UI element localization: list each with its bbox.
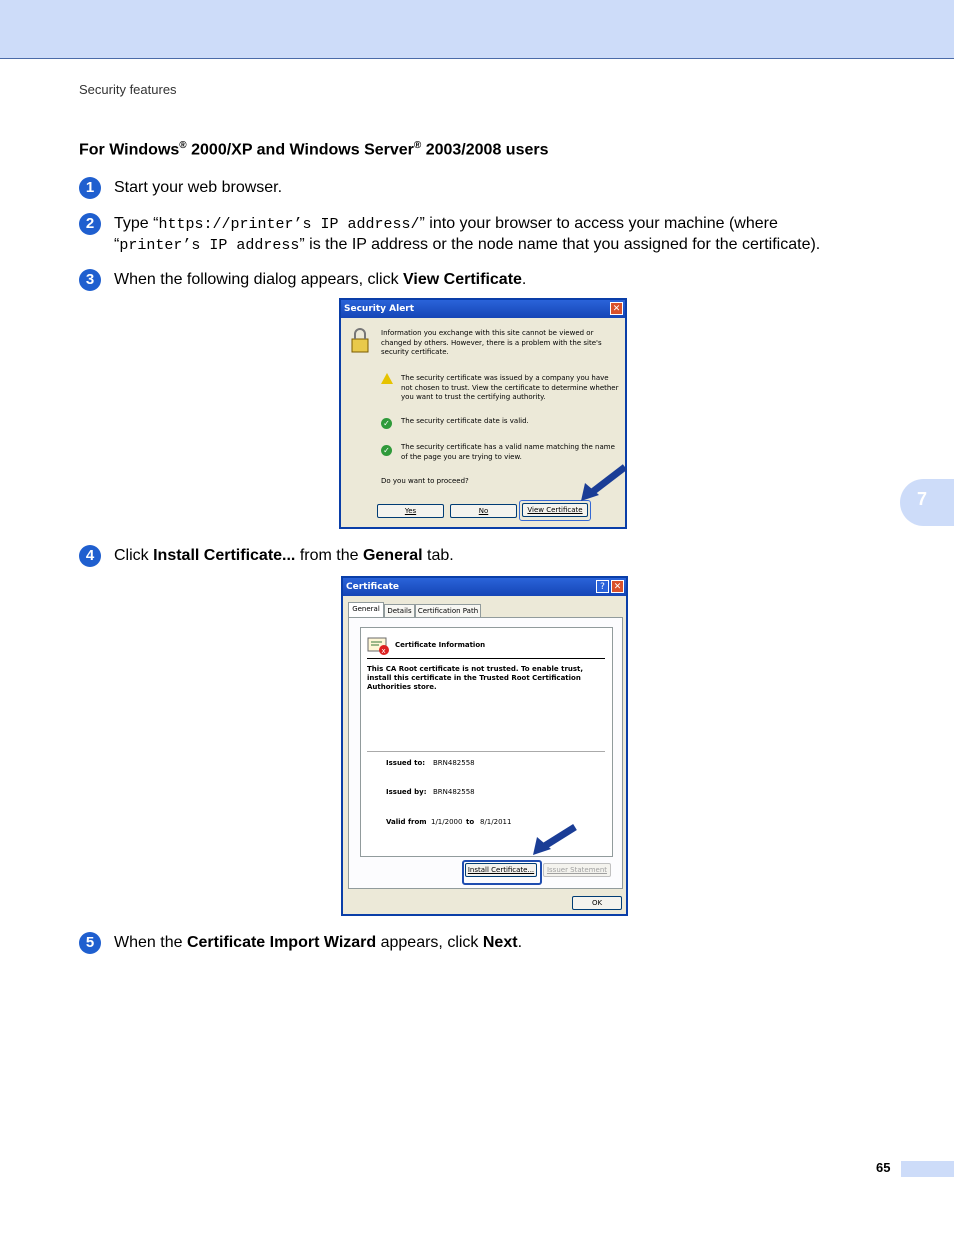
step-text: Start your web browser. xyxy=(114,179,283,196)
issued-by-label: Issued by: xyxy=(386,788,427,796)
info-title: Certificate Information xyxy=(395,641,486,649)
no-button[interactable]: No xyxy=(450,504,517,518)
chapter-number: 7 xyxy=(917,489,928,509)
certificate-dialog xyxy=(341,576,628,916)
close-icon[interactable]: ✕ xyxy=(611,580,624,593)
valid-to-label: to xyxy=(466,818,475,826)
running-head: Security features xyxy=(79,82,177,97)
step-text: When the following dialog appears, click View Certificate. xyxy=(114,271,527,288)
footer-band xyxy=(901,1161,954,1177)
alert-intro: Information you exchange with this site cannot be viewed or changed by others. However, there is a problem with the site's security certificate. xyxy=(381,329,602,356)
install-certificate-button[interactable]: Install Certificate... xyxy=(465,863,537,877)
dialog-title: Security Alert xyxy=(341,300,625,318)
general-panel xyxy=(348,617,623,889)
ok-button[interactable]: OK xyxy=(572,896,622,910)
step-text: Type “https://printer’s IP address/” into your browser to access your machine (where “printer’s IP address” is the IP address or the node name that you assigned for the certificate). xyxy=(114,215,821,254)
tab-general[interactable]: General xyxy=(348,602,384,618)
header-band xyxy=(0,0,954,59)
alert-question: Do you want to proceed? xyxy=(381,477,469,485)
lock-icon xyxy=(349,328,371,354)
issuer-statement-button[interactable]: Issuer Statement xyxy=(543,863,611,877)
dialog-title: Certificate xyxy=(343,578,626,596)
svg-text:x: x xyxy=(381,647,386,655)
warning-icon xyxy=(381,373,393,384)
valid-from-label: Valid from xyxy=(386,818,427,826)
step-text: Click Install Certificate... from the General tab. xyxy=(114,547,454,564)
security-alert-dialog xyxy=(339,298,627,529)
step-number: 5 xyxy=(79,932,101,954)
alert-item-1: The security certificate was issued by a company you have not chosen to trust. View the certificate to determine whether you want to trust the certifying authority. xyxy=(401,374,619,401)
valid-from-value: 1/1/2000 xyxy=(431,818,463,826)
arrow-icon xyxy=(531,823,579,857)
step-number: 4 xyxy=(79,545,101,567)
certificate-info-box xyxy=(360,627,613,857)
issued-to-label: Issued to: xyxy=(386,759,426,767)
view-certificate-button[interactable]: View Certificate xyxy=(522,503,588,517)
alert-item-3: The security certificate has a valid name matching the name of the page you are trying to view. xyxy=(401,443,615,461)
trust-warning: This CA Root certificate is not trusted. To enable trust, install this certificate in the Trusted Root Certification Authorities store. xyxy=(367,665,584,691)
step-number: 3 xyxy=(79,269,101,291)
step-number: 2 xyxy=(79,213,101,235)
section-heading: For Windows® 2000/XP and Windows Server® 2003/2008 users xyxy=(79,140,549,159)
alert-item-2: The security certificate date is valid. xyxy=(401,417,529,425)
tab-details[interactable]: Details xyxy=(384,604,415,618)
arrow-icon xyxy=(579,463,629,503)
tab-certification-path[interactable]: Certification Path xyxy=(415,604,481,618)
step-number: 1 xyxy=(79,177,101,199)
help-icon[interactable]: ? xyxy=(596,580,609,593)
page-number: 65 xyxy=(876,1160,891,1175)
close-icon[interactable]: ✕ xyxy=(610,302,623,315)
check-icon: ✓ xyxy=(381,445,392,456)
divider xyxy=(367,751,605,752)
step-text: When the Certificate Import Wizard appears, click Next. xyxy=(114,934,523,951)
issued-by-value: BRN482558 xyxy=(433,788,475,796)
check-icon: ✓ xyxy=(381,418,392,429)
issued-to-value: BRN482558 xyxy=(433,759,475,767)
certificate-error-icon xyxy=(367,636,391,656)
divider xyxy=(367,658,605,659)
yes-button[interactable]: Yes xyxy=(377,504,444,518)
valid-to-value: 8/1/2011 xyxy=(480,818,512,826)
